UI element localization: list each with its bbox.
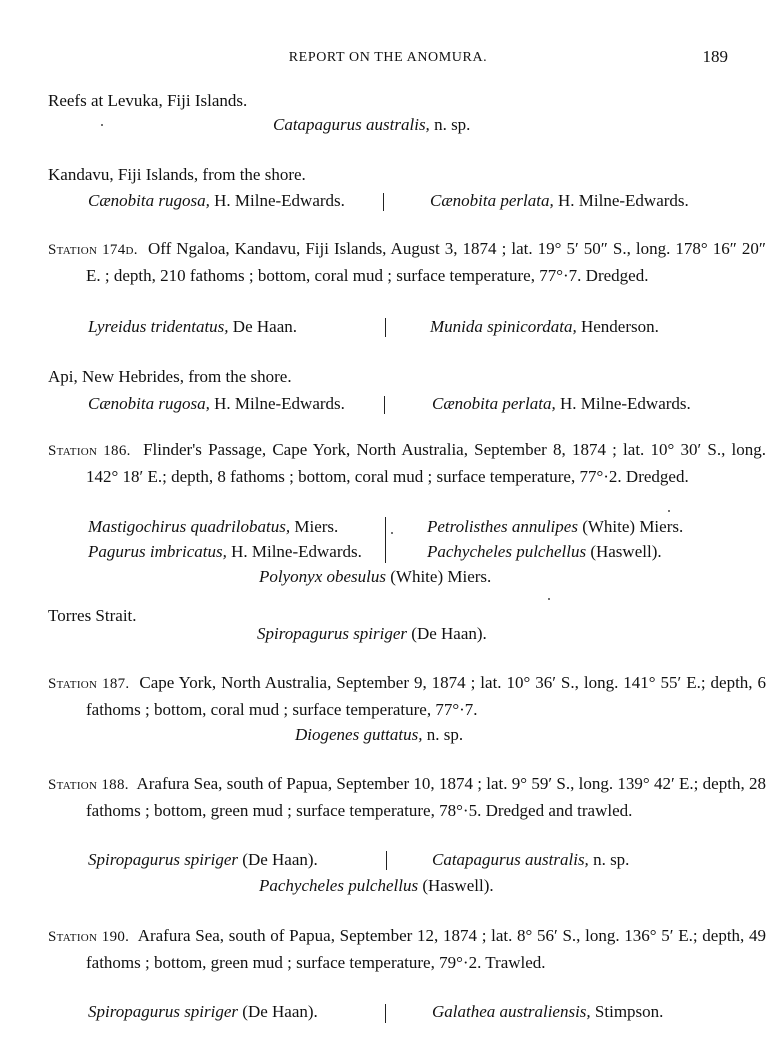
station-188-paragraph (48, 771, 766, 824)
station-details: Flinder's Passage, Cape York, North Australia, September 8, 1874 ; lat. 10° 30′ S., long. 142° 18′ E.; depth, 8 fathoms ; bottom, coral mud ; surface temperature, 77°·2. Dredged. (86, 440, 766, 486)
species-author: De Haan. (228, 317, 297, 336)
column-divider (386, 851, 387, 870)
species-name: Catapagurus australis, (273, 115, 430, 134)
species-name: Pachycheles pulchellus (427, 542, 587, 561)
column-divider (385, 517, 386, 563)
station-186-paragraph (48, 437, 766, 490)
species-entry (88, 848, 318, 872)
species-entry (88, 392, 345, 416)
station-details: Arafura Sea, south of Papua, September 10, 1874 ; lat. 9° 59′ S., long. 139° 42′ E.; depth, 28 fathoms ; bottom, green mud ; surface temperature, 78°·5. Dredged and trawled. (86, 774, 766, 820)
running-head (48, 47, 728, 71)
species-author: H. Milne-Edwards. (209, 191, 345, 210)
species-name: Munida spinicordata, (430, 317, 577, 336)
location-api: Api, New Hebrides, from the shore. (48, 367, 292, 386)
column-divider (385, 1004, 386, 1023)
species-entry (432, 392, 691, 416)
species-name: Diogenes guttatus, (295, 725, 423, 744)
species-entry (432, 848, 629, 872)
species-author: (Haswell). (418, 876, 494, 895)
species-author: n. sp. (422, 725, 464, 744)
species-name: Catapagurus australis, (432, 850, 589, 869)
species-author: H. Milne-Edwards. (555, 394, 691, 413)
species-author: Henderson. (576, 317, 659, 336)
species-author: Miers. (290, 517, 339, 536)
species-name: Spiropagurus spiriger (88, 850, 239, 869)
station-187-paragraph (48, 670, 766, 723)
species-entry (430, 189, 689, 213)
station-label: Station 174d. (48, 242, 138, 258)
species-author: (De Haan). (238, 850, 318, 869)
print-speck (668, 510, 670, 512)
species-entry (430, 315, 659, 339)
species-name: Pagurus imbricatus, (88, 542, 227, 561)
print-speck (548, 598, 550, 600)
species-author: (Haswell). (586, 542, 662, 561)
print-speck (391, 532, 393, 534)
species-author: H. Milne-Edwards. (553, 191, 689, 210)
species-name: Lyreidus tridentatus, (88, 317, 229, 336)
station-190-paragraph (48, 923, 766, 976)
species-entry (88, 1000, 318, 1024)
location-levuka: Reefs at Levuka, Fiji Islands. (48, 91, 248, 110)
species-entry (259, 874, 494, 898)
species-name: Cænobita perlata, (432, 394, 556, 413)
species-entry (257, 622, 487, 646)
header-title: REPORT ON THE ANOMURA. (288, 50, 488, 65)
species-author: Stimpson. (590, 1002, 664, 1021)
species-entry (88, 315, 297, 339)
species-entry (273, 113, 470, 137)
species-author: H. Milne-Edwards. (209, 394, 345, 413)
location-torres-strait: Torres Strait. (48, 606, 137, 625)
species-author: (White) Miers. (386, 567, 492, 586)
station-174d-paragraph (48, 236, 766, 289)
column-divider (385, 318, 386, 337)
species-author: H. Milne-Edwards. (226, 542, 362, 561)
species-name: Petrolisthes annulipes (427, 517, 578, 536)
species-author: (White) Miers. (577, 517, 684, 536)
species-entry (88, 540, 362, 564)
species-name: Galathea australiensis, (432, 1002, 591, 1021)
species-name: Polyonyx obesulus (259, 567, 386, 586)
station-label: Station 188. (48, 777, 129, 793)
location-kandavu: Kandavu, Fiji Islands, from the shore. (48, 165, 306, 184)
species-entry (432, 1000, 663, 1024)
station-details: Arafura Sea, south of Papua, September 12, 1874 ; lat. 8° 56′ S., long. 136° 5′ E.; depth, 49 fathoms ; bottom, green mud ; surface temperature, 79°·2. Trawled. (86, 926, 766, 972)
column-divider (383, 193, 384, 211)
species-name: Cænobita perlata, (430, 191, 554, 210)
station-label: Station 190. (48, 929, 130, 945)
species-entry (88, 515, 338, 539)
page-number: 189 (702, 47, 728, 66)
species-name: Mastigochirus quadrilobatus, (88, 517, 291, 536)
species-entry (88, 189, 345, 213)
species-entry (295, 723, 463, 747)
species-entry (427, 515, 683, 539)
species-author: n. sp. (429, 115, 471, 134)
station-details: Off Ngaloa, Kandavu, Fiji Islands, August 3, 1874 ; lat. 19° 5′ 50″ S., long. 178° 16″ 20″ E. ; depth, 210 fathoms ; bottom, coral mud ; surface temperature, 77°·7. Dredged. (86, 239, 766, 285)
species-name: Pachycheles pulchellus (259, 876, 419, 895)
species-author: (De Haan). (238, 1002, 318, 1021)
species-entry (427, 540, 662, 564)
station-label: Station 186. (48, 443, 131, 459)
column-divider (384, 396, 385, 414)
species-author: (De Haan). (407, 624, 487, 643)
species-name: Cænobita rugosa, (88, 394, 210, 413)
species-name: Spiropagurus spiriger (88, 1002, 239, 1021)
station-label: Station 187. (48, 676, 130, 692)
species-name: Spiropagurus spiriger (257, 624, 408, 643)
species-entry (259, 565, 491, 589)
species-name: Cænobita rugosa, (88, 191, 210, 210)
station-details: Cape York, North Australia, September 9, 1874 ; lat. 10° 36′ S., long. 141° 55′ E.; depth, 6 fathoms ; bottom, coral mud ; surface temperature, 77°·7. (86, 673, 766, 719)
species-author: n. sp. (588, 850, 630, 869)
print-speck (101, 124, 103, 126)
